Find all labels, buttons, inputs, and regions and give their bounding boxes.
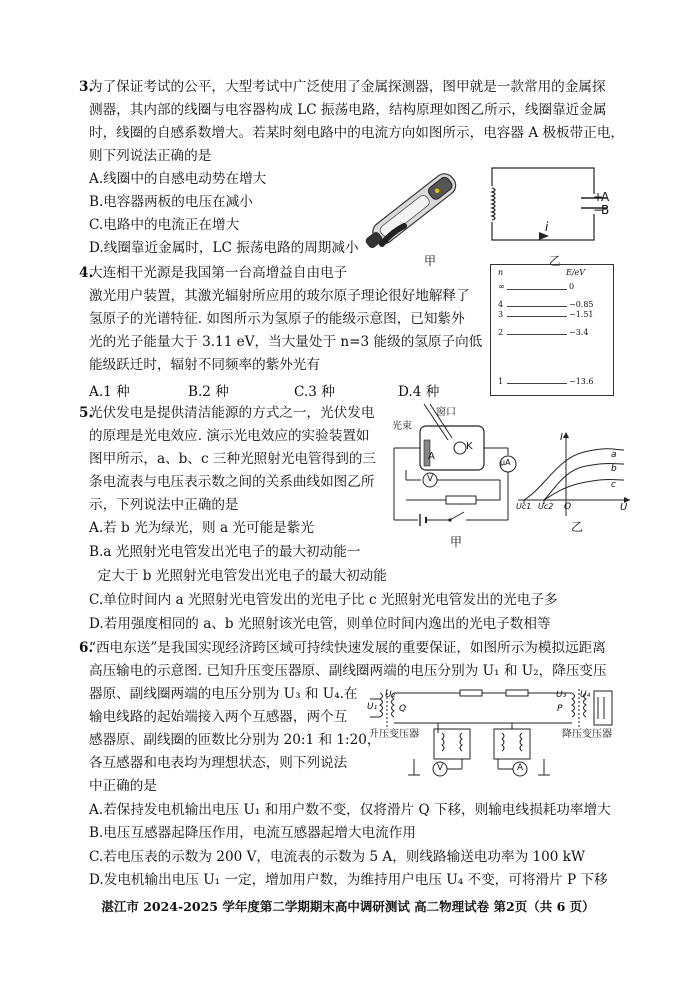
q4-option-c: C.3 种 (294, 384, 335, 400)
q5-option-a: A.若 b 光为绿光，则 a 光可能是紫光 (89, 520, 314, 536)
q5-number: 5. (79, 405, 94, 421)
q5-fig-ammeter-label: μA (500, 458, 511, 467)
q5-stem-line-5: 示，下列说法中正确的是 (89, 497, 239, 513)
q4-stem-line-3: 氢原子的光谱特征. 如图所示为氢原子的能级示意图，已知紫外 (89, 311, 465, 327)
level-n-1: 1 (498, 377, 504, 386)
q6-option-d: D.发电机输出电压 U₁ 一定，增加用户数，为维持用户电压 U₄ 不变，可将滑片 P 下移 (89, 872, 608, 888)
q3-number: 3. (79, 79, 94, 95)
q5-fig-curve-c: c (611, 480, 616, 490)
q5-fig-uc1: Uc1 (516, 502, 532, 511)
q6-stem-line-7: 中正确的是 (89, 778, 157, 794)
q3-circuit-plate-a: A (601, 190, 610, 204)
q4-stem-line-1: 大连相干光源是我国第一台高增益自由电子 (89, 265, 348, 281)
q5-fig-origin: O (564, 502, 572, 512)
q3-circuit-plate-b: B (601, 203, 610, 217)
q4-option-a: A.1 种 (89, 384, 130, 400)
energy-level-header-e: E/eV (566, 268, 586, 277)
q6-fig-u2: U₂ (385, 690, 396, 700)
metal-detector-figure (358, 160, 474, 252)
q6-stem-line-3: 器原、副线圈两端的电压分别为 U₃ 和 U₄.在 (89, 686, 358, 702)
q6-number: 6. (79, 640, 94, 656)
q3-option-c: C.电路中的电流正在增大 (89, 217, 240, 233)
q6-stem-line-6: 各互感器和电表均为理想状态，则下列说法 (89, 755, 348, 771)
q4-option-d: D.4 种 (398, 384, 440, 400)
level-line-4 (507, 306, 567, 307)
q5-fig-window-label: 窗口 (436, 407, 456, 418)
q6-stem-line-1: “西电东送”是我国实现经济跨区域可持续快速发展的重要保证，如图所示为模拟远距离 (89, 640, 606, 656)
q6-option-c: C.若电压表的示数为 200 V，电流表的示数为 5 A，则线路输送电功率为 100 kW (89, 849, 585, 865)
q6-fig-ammeter: A (517, 763, 524, 773)
q5-figure-caption-jia: 甲 (450, 535, 463, 549)
level-e-4: −0.85 (569, 300, 594, 309)
level-line-1 (507, 383, 567, 384)
q3-stem-line-4: 则下列说法正确的是 (89, 148, 212, 164)
q6-stem-line-5: 感器原、副线圈的匝数比分别为 20:1 和 1:20， (89, 732, 381, 748)
q6-stem-line-4: 输电线路的起始端接入两个互感器，两个互 (89, 709, 348, 725)
q5-fig-i-axis: I (560, 432, 563, 443)
q5-stem-line-3: 图甲所示，a、b、c 三种光照射光电管得到的三 (89, 451, 377, 467)
q3-stem-line-1: 为了保证考试的公平，大型考试中广泛使用了金属探测器，图甲就是一款常用的金属探 (89, 79, 606, 95)
q4-number: 4. (79, 265, 94, 281)
q3-circuit-current-label: i (545, 220, 549, 234)
q6-fig-q: Q (399, 704, 407, 714)
q3-option-a: A.线圈中的自感电动势在增大 (89, 171, 267, 187)
energy-level-header-n: n (498, 268, 504, 277)
q5-option-d: D.若用强度相同的 a、b 光照射该光电管，则单位时间内逸出的光电子数相等 (89, 616, 551, 632)
q6-fig-step-down-label: 降压变压器 (562, 729, 612, 740)
level-e-1: −13.6 (569, 377, 594, 386)
q5-option-b-line-2: 定大于 b 光照射光电管发出光电子的最大初动能 (89, 568, 387, 584)
q6-fig-u1: U₁ (367, 702, 378, 712)
q3-circuit-minus: − (593, 203, 604, 217)
q3-stem-line-3: 时，线圈的自感系数增大。若某时刻电路中的电流方向如图所示，电容器 A 极板带正电， (89, 125, 625, 141)
q3-option-b: B.电容器两板的电压在减小 (89, 194, 253, 210)
q5-stem-line-2: 的原理是光电效应. 演示光电效应的实验装置如 (89, 428, 370, 444)
q5-stem-line-4: 条电流表与电压表示数之间的关系曲线如图乙所 (89, 474, 375, 490)
q5-option-b-line-1: B.a 光照射光电管发出光电子的最大初动能一 (89, 544, 361, 560)
page-footer: 湛江市 2024-2025 学年度第二学期期末高中调研测试 高二物理试卷 第2页（共 6 页） (101, 899, 595, 914)
level-n-3: 3 (498, 310, 504, 319)
level-e-inf: 0 (569, 282, 575, 291)
q6-fig-u4: U₄ (580, 690, 591, 700)
q5-fig-voltmeter-label: V (427, 474, 434, 484)
q3-option-d: D.线圈靠近金属时，LC 振荡电路的周期减小 (89, 240, 359, 256)
q5-figure-caption-yi: 乙 (571, 520, 584, 534)
q5-fig-curve-a: a (611, 450, 617, 460)
q6-option-b: B.电压互感器起降压作用，电流互感器起增大电流作用 (89, 825, 416, 841)
q5-fig-k-label: K (466, 441, 473, 452)
level-line-inf (507, 289, 567, 290)
q4-option-b: B.2 种 (188, 384, 229, 400)
level-line-3 (507, 316, 567, 317)
q6-fig-step-up-label: 升压变压器 (369, 729, 419, 740)
q3-figure-caption-yi: 乙 (549, 254, 562, 268)
q4-stem-line-2: 激光用户装置，其激光辐射所应用的玻尔原子理论很好地解释了 (89, 288, 470, 304)
level-n-inf: ∞ (498, 282, 505, 291)
q5-fig-a-label: A (428, 451, 435, 462)
q6-fig-u3: U₃ (556, 690, 567, 700)
q5-fig-beam-label: 光束 (392, 421, 412, 432)
q6-option-a: A.若保持发电机输出电压 U₁ 和用户数不变，仅将滑片 Q 下移，则输电线损耗功率增大 (89, 802, 611, 818)
q5-option-c: C.单位时间内 a 光照射光电管发出的光电子比 c 光照射光电管发出的光电子多 (89, 592, 558, 608)
level-n-4: 4 (498, 300, 504, 309)
level-e-3: −1.51 (569, 310, 594, 319)
level-e-2: −3.4 (569, 328, 589, 337)
q3-figure-caption-jia: 甲 (424, 254, 437, 268)
q3-stem-line-2: 测器，其内部的线圈与电容器构成 LC 振荡电路，结构原理如图乙所示，线圈靠近金属 (89, 102, 607, 118)
q6-fig-voltmeter: V (437, 763, 444, 773)
q3-circuit-plus: + (593, 190, 604, 204)
level-n-2: 2 (498, 328, 504, 337)
level-line-2 (507, 334, 567, 335)
q5-stem-line-1: 光伏发电是提供清洁能源的方式之一，光伏发电 (89, 405, 375, 421)
q6-stem-line-2: 高压输电的示意图. 已知升压变压器原、副线圈两端的电压分别为 U₁ 和 U₂，降压变压 (89, 663, 607, 679)
energy-level-diagram (490, 264, 614, 396)
q5-fig-uc2: Uc2 (538, 502, 554, 511)
q4-stem-line-5: 能级跃迁时，辐射不同频率的紫外光有 (89, 357, 321, 373)
q4-stem-line-4: 光的光子能量大于 3.11 eV，当大量处于 n=3 能级的氢原子向低 (89, 334, 483, 350)
q6-fig-p: P (557, 704, 563, 714)
q5-fig-u-axis: U (620, 502, 628, 513)
q5-fig-curve-b: b (611, 464, 617, 474)
